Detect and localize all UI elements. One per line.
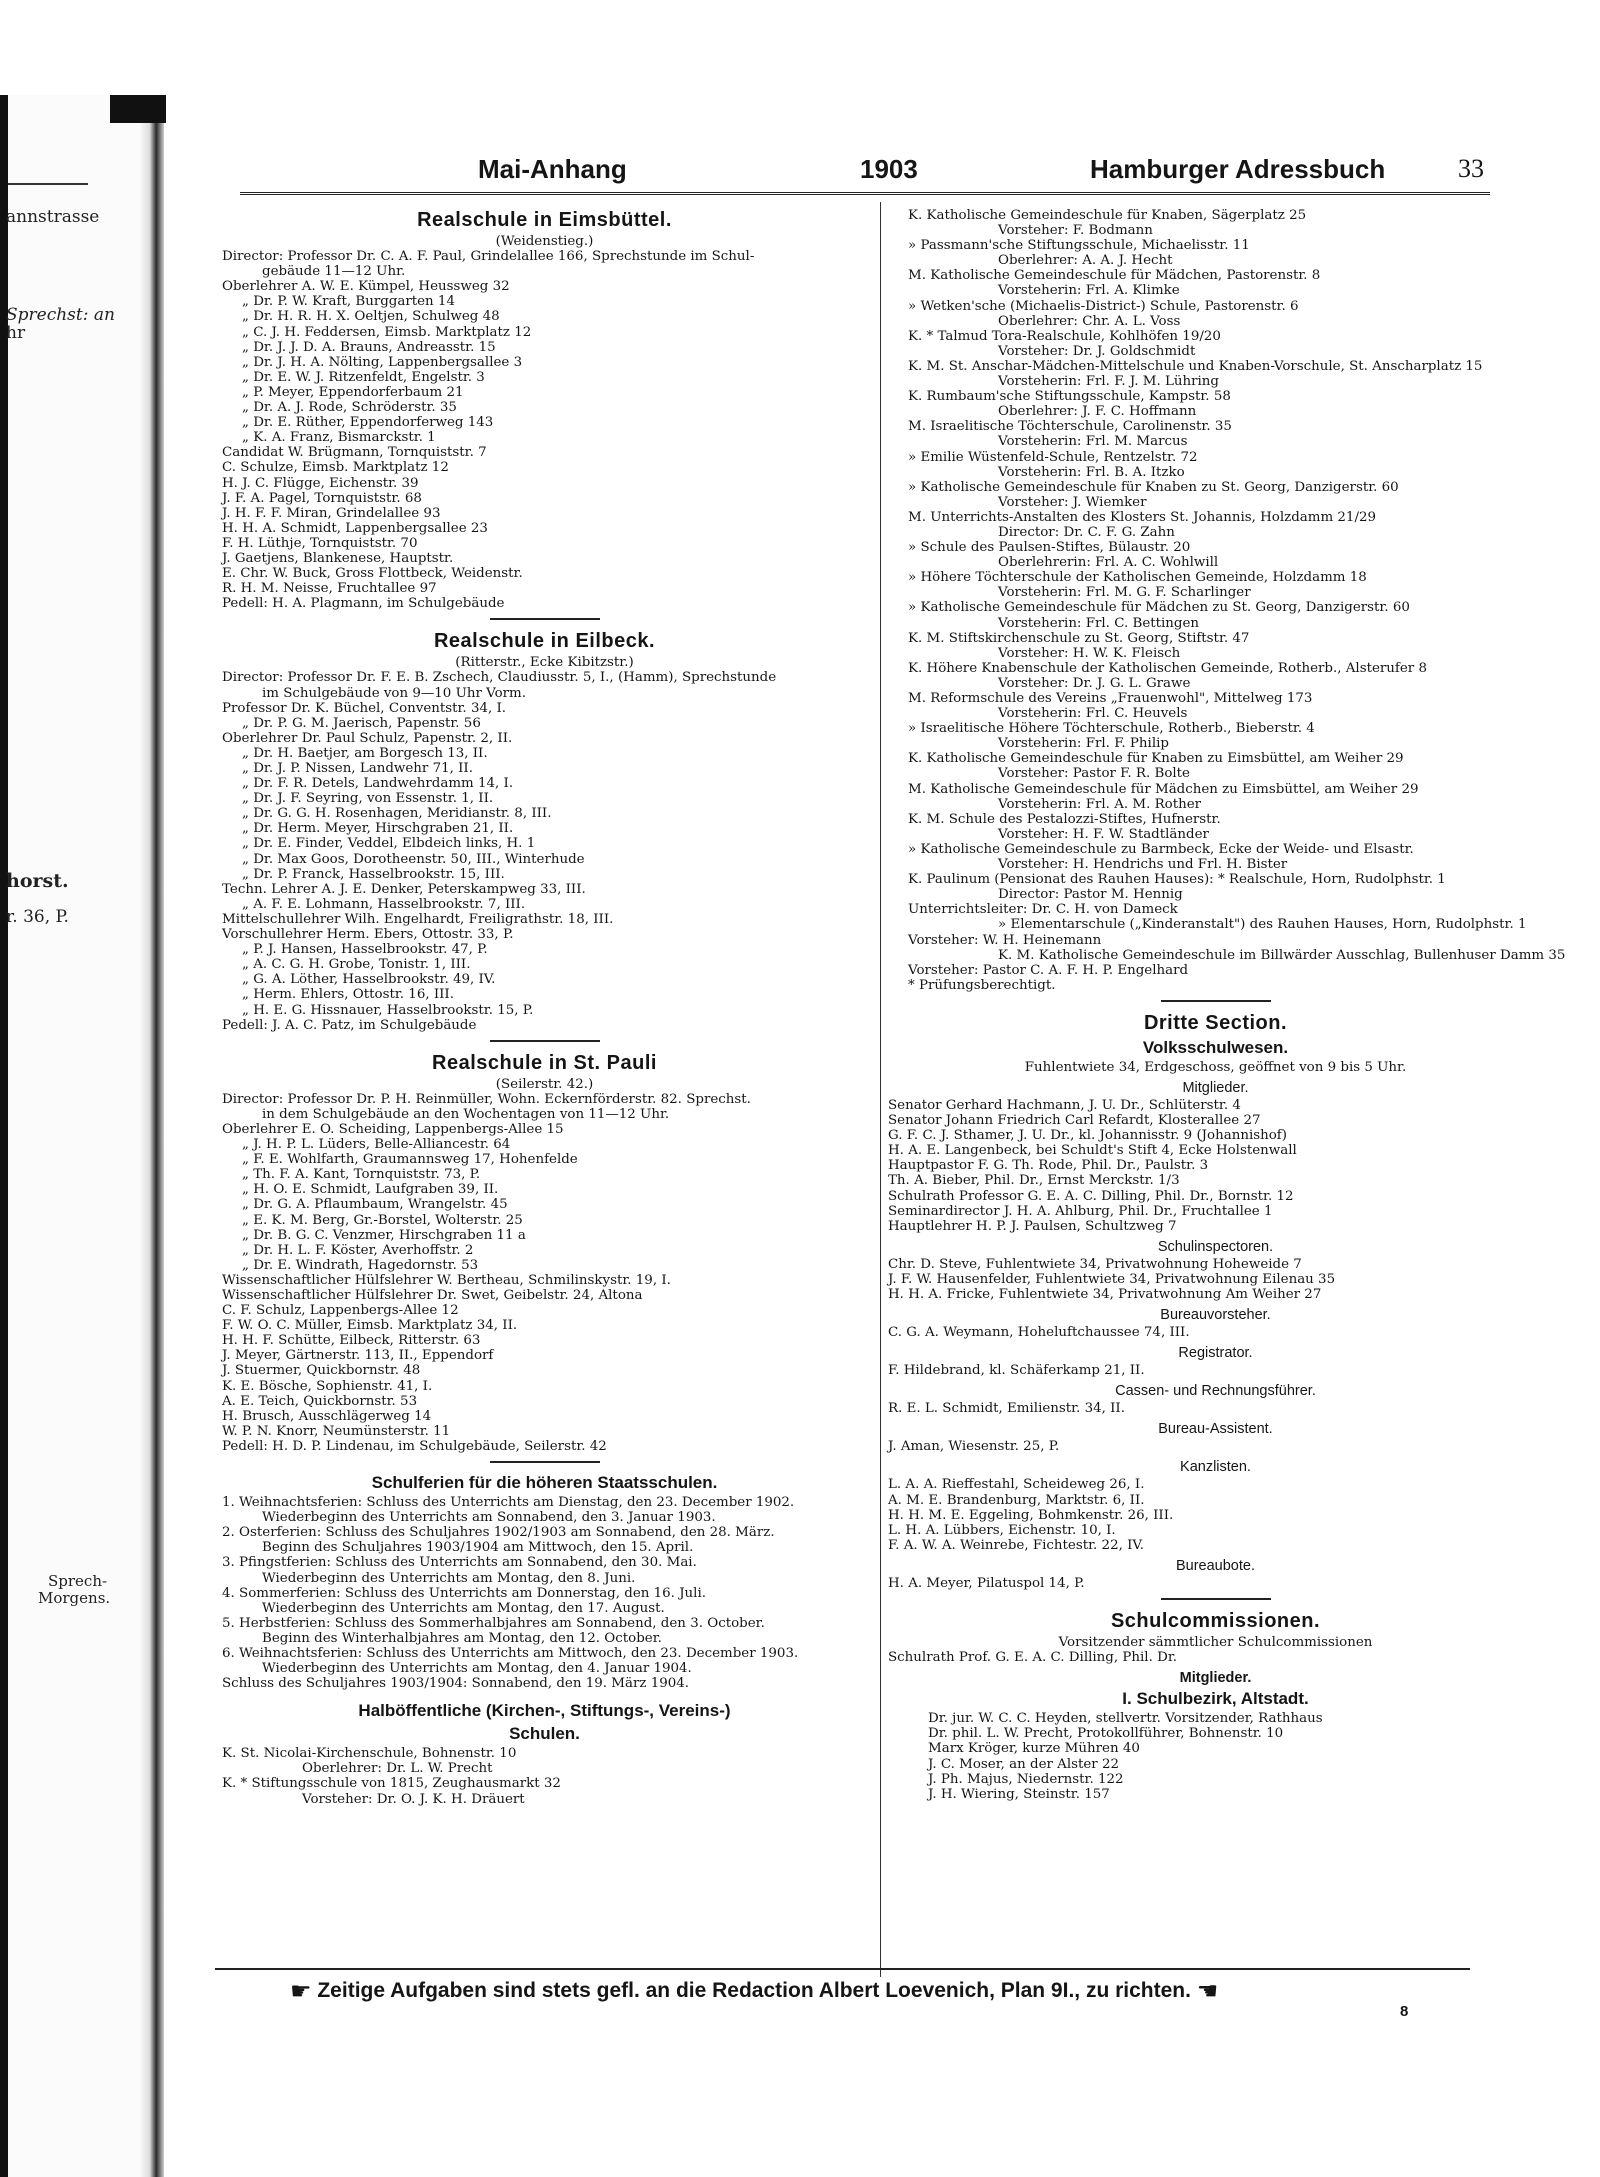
staff-entry: H. H. A. Schmidt, Lappenbergsallee 23 (222, 520, 488, 536)
staff-entry: Oberlehrer E. O. Scheiding, Lappenbergs-Allee 15 (222, 1121, 564, 1137)
footnote: * Prüfungsberechtigt. (908, 977, 1056, 993)
subsection-heading: Mitglieder. (1182, 1079, 1249, 1096)
staff-entry: „ Herm. Ehlers, Ottostr. 16, III. (242, 987, 454, 1003)
director-line: gebäude 11—12 Uhr. (262, 264, 406, 280)
staff-entry: „ A. F. E. Lohmann, Hasselbrookstr. 7, III. (242, 896, 526, 912)
holiday-line: 5. Herbstferien: Schluss des Sommerhalbjahres am Sonnabend, den 3. October. (222, 1615, 765, 1631)
holiday-line: Schluss des Schuljahres 1903/1904: Sonnabend, den 19. März 1904. (222, 1676, 690, 1692)
staff-entry: „ Dr. P. G. M. Jaerisch, Papenstr. 56 (242, 715, 481, 731)
staff-entry: J. H. F. F. Miran, Grindelallee 93 (222, 505, 441, 521)
staff-entry: Mittelschullehrer Wilh. Engelhardt, Freiligrathstr. 18, III. (222, 911, 614, 927)
clerk-entry: H. H. M. E. Eggeling, Bohmkenstr. 26, III. (888, 1507, 1174, 1523)
staff-entry: Vorschullehrer Herm. Ebers, Ottostr. 33, P. (222, 927, 514, 943)
staff-entry: „ Dr. J. H. A. Nölting, Lappenbergsallee 3 (242, 354, 523, 370)
staff-entry: „ C. J. H. Feddersen, Eimsb. Marktplatz 12 (242, 324, 532, 340)
staff-entry: „ Dr. H. Baetjer, am Borgesch 13, II. (242, 745, 488, 761)
staff-entry: „ P. J. Hansen, Hasselbrookstr. 47, P. (242, 942, 488, 958)
pedell-line: Pedell: H. D. P. Lindenau, im Schulgebäude, Seilerstr. 42 (222, 1438, 607, 1454)
staff-entry: „ Th. F. A. Kant, Tornquiststr. 73, P. (242, 1167, 481, 1183)
private-school-list (888, 208, 1566, 978)
school-entry: K. M. Schule des Pestalozzi-Stiftes, Hufnerstr. (908, 811, 1221, 827)
entry-line: J. Aman, Wiesenstr. 25, P. (888, 1439, 1060, 1455)
office-address: Fuhlentwiete 34, Erdgeschoss, geöffnet von 9 bis 5 Uhr. (1024, 1059, 1407, 1075)
staff-entry: „ Dr. J. J. D. A. Brauns, Andreasstr. 15 (242, 339, 496, 355)
inspector-entry: J. F. W. Hausenfelder, Fuhlentwiete 34, Privatwohnung Eilenau 35 (888, 1271, 1336, 1287)
clerk-entry: A. M. E. Brandenburg, Marktstr. 6, II. (888, 1492, 1145, 1508)
chair-line: Vorsitzender sämmtlicher Schulcommissionen (1058, 1635, 1373, 1651)
school-head: Vorsteherin: Frl. A. M. Rother (998, 796, 1202, 812)
director-line: im Schulgebäude von 9—10 Uhr Vorm. (262, 685, 527, 701)
school-entry: M. Katholische Gemeindeschule für Mädchen zu Eimsbüttel, am Weiher 29 (908, 781, 1419, 797)
school-head: Vorsteherin: Frl. C. Heuvels (998, 706, 1188, 722)
staff-entry: J. Meyer, Gärtnerstr. 113, II., Eppendorf (222, 1348, 494, 1364)
section-title: Schulcommissionen. (1110, 1610, 1321, 1633)
prev-text: r. 36, P. (6, 907, 69, 927)
school-head: Oberlehrerin: Frl. A. C. Wohlwill (998, 555, 1219, 571)
school-head: Vorsteher: Dr. J. Goldschmidt (998, 343, 1196, 359)
school-head: Vorsteherin: Frl. A. Klimke (998, 283, 1180, 299)
holiday-line: 6. Weihnachtsferien: Schluss des Unterrichts am Mittwoch, den 23. December 1903. (222, 1645, 799, 1661)
page-number: 33 (1458, 154, 1484, 183)
staff-entry: Wissenschaftlicher Hülfslehrer W. Bertheau, Schmilinskystr. 19, I. (222, 1272, 671, 1288)
column-divider (880, 202, 881, 1977)
school-head: Vorsteher: F. Bodmann (998, 223, 1153, 239)
staff-entry: Wissenschaftlicher Hülfslehrer Dr. Swet, Geibelstr. 24, Altona (222, 1288, 643, 1303)
member-entry: H. A. E. Langenbeck, bei Schuldt's Stift 4, Ecke Holstenwall (888, 1143, 1297, 1159)
school-entry: » Passmann'sche Stiftungsschule, Michaelisstr. 11 (908, 238, 1250, 254)
school-head: Vorsteher: H. F. W. Stadtländer (998, 826, 1209, 842)
staff-entry: „ Dr. F. R. Detels, Landwehrdamm 14, I. (242, 776, 514, 792)
staff-entry: „ E. K. M. Berg, Gr.-Borstel, Wolterstr. 25 (242, 1212, 523, 1228)
holiday-list (222, 1495, 867, 1691)
staff-entry: C. F. Schulz, Lappenbergs-Allee 12 (222, 1303, 459, 1319)
staff-entry: F. W. O. C. Müller, Eimsb. Marktplatz 34, II. (222, 1318, 518, 1334)
staff-entry: „ Dr. Max Goos, Dorotheenstr. 50, III., Winterhude (242, 851, 585, 867)
staff-list (222, 701, 867, 1018)
commission-member-list (888, 1711, 1543, 1802)
staff-entry: „ Dr. E. Rüther, Eppendorferweg 143 (242, 415, 494, 431)
school-head: Vorsteher: Dr. J. G. L. Grawe (998, 675, 1191, 691)
school-head: Director: Dr. C. F. G. Zahn (998, 524, 1175, 540)
separator-rule (1161, 1000, 1271, 1002)
holiday-line: 3. Pfingstferien: Schluss des Unterrichts am Sonnabend, den 30. Mai. (222, 1555, 697, 1571)
clerk-list (888, 1477, 1543, 1552)
prev-rule (8, 183, 88, 185)
school-head: Oberlehrer: J. F. C. Hoffmann (998, 404, 1197, 420)
school-head: Vorsteher: Pastor F. R. Bolte (998, 766, 1190, 782)
district-title: I. Schulbezirk, Altstadt. (1122, 1689, 1309, 1709)
separator-rule (1161, 1598, 1271, 1600)
staff-entry: H. Brusch, Ausschlägerweg 14 (222, 1408, 432, 1424)
school-address: (Seilerstr. 42.) (495, 1076, 594, 1092)
staff-entry: „ Dr. H. R. H. X. Oeltjen, Schulweg 48 (242, 309, 500, 325)
holiday-line: Wiederbeginn des Unterrichts am Montag, den 8. Juni. (262, 1570, 636, 1586)
school-entry: K. St. Nicolai-Kirchenschule, Bohnenstr. 10 (222, 1746, 517, 1762)
staff-entry: Techn. Lehrer A. J. E. Denker, Peterskampweg 33, III. (222, 881, 586, 897)
subsection-heading: Mitglieder. (1179, 1670, 1252, 1687)
school-head: Oberlehrer: Dr. L. W. Precht (302, 1761, 493, 1777)
school-entry: Unterrichtsleiter: Dr. C. H. von Dameck (908, 902, 1178, 918)
separator-rule (490, 1461, 600, 1463)
school-head: Vorsteherin: Frl. C. Bettingen (998, 615, 1200, 631)
school-entry: K. M. Stiftskirchenschule zu St. Georg, Stiftstr. 47 (908, 630, 1250, 646)
staff-entry: R. H. M. Neisse, Fruchtallee 97 (222, 581, 437, 597)
staff-list (222, 279, 867, 596)
section-title: Realschule in Eimsbüttel. (417, 209, 672, 231)
holiday-line: Beginn des Schuljahres 1903/1904 am Mittwoch, den 15. April. (262, 1540, 694, 1556)
staff-entry: C. Schulze, Eimsb. Marktplatz 12 (222, 460, 449, 476)
school-entry: » Wetken'sche (Michaelis-District-) Schule, Pastorenstr. 6 (908, 298, 1299, 314)
prev-text: Sprech- (48, 1572, 108, 1590)
school-entry: » Schule des Paulsen-Stiftes, Bülaustr. 20 (908, 540, 1191, 556)
school-head: Vorsteherin: Frl. B. A. Itzko (998, 464, 1185, 480)
staff-entry: „ Dr. Herm. Meyer, Hirschgraben 21, II. (242, 821, 514, 837)
staff-entry: Candidat W. Brügmann, Tornquiststr. 7 (222, 445, 487, 461)
entry-line: H. A. Meyer, Pilatuspol 14, P. (888, 1575, 1085, 1591)
director-line: Director: Professor Dr. F. E. B. Zschech, Claudiusstr. 5, I., (Hamm), Sprechstunde (222, 670, 777, 686)
school-head: Vorsteher: J. Wiemker (998, 494, 1147, 510)
commission-member: Dr. jur. W. C. C. Heyden, stellvertr. Vorsitzender, Rathhaus (928, 1711, 1323, 1727)
separator-rule (490, 1040, 600, 1042)
commission-member: Dr. phil. L. W. Precht, Protokollführer, Bohnenstr. 10 (928, 1726, 1284, 1742)
school-head: Vorsteher: Dr. O. J. K. H. Dräuert (302, 1791, 525, 1807)
separator-rule (490, 618, 600, 620)
subsection-heading: Schulinspectoren. (1157, 1238, 1274, 1255)
staff-entry: „ H. O. E. Schmidt, Laufgraben 39, II. (242, 1182, 499, 1198)
staff-entry: H. H. F. Schütte, Eilbeck, Ritterstr. 63 (222, 1333, 481, 1349)
school-entry: Vorsteher: Pastor C. A. F. H. P. Engelhard (908, 962, 1189, 978)
school-entry: K. * Talmud Tora-Realschule, Kohlhöfen 19/20 (908, 328, 1221, 344)
school-entry: » Höhere Töchterschule der Katholischen Gemeinde, Holzdamm 18 (908, 570, 1367, 586)
staff-entry: „ P. Meyer, Eppendorferbaum 21 (242, 384, 464, 400)
school-head: » Elementarschule („Kinderanstalt") des Rauhen Hauses, Horn, Rudolphstr. 1 (998, 917, 1527, 933)
school-head: Vorsteherin: Frl. M. Marcus (998, 434, 1188, 450)
school-head: Oberlehrer: Chr. A. L. Voss (998, 313, 1181, 329)
section-title: Realschule in St. Pauli (432, 1051, 657, 1074)
holiday-line: 4. Sommerferien: Schluss des Unterrichts am Donnerstag, den 16. Juli. (222, 1585, 707, 1601)
section-title: Halböffentliche (Kirchen-, Stiftungs-, Vereins-) (358, 1701, 731, 1721)
pointing-hand-icon: ☛ (290, 1978, 312, 2005)
school-head: Vorsteher: H. Hendrichs und Frl. H. Bister (998, 857, 1288, 873)
holiday-line: 1. Weihnachtsferien: Schluss des Unterrichts am Dienstag, den 23. December 1902. (222, 1495, 795, 1511)
clerk-entry: F. A. W. A. Weinrebe, Fichtestr. 22, IV. (888, 1537, 1144, 1553)
staff-entry: Oberlehrer Dr. Paul Schulz, Papenstr. 2, II. (222, 730, 513, 746)
staff-entry: „ Dr. J. F. Seyring, von Essenstr. 1, II. (242, 791, 494, 807)
header-title: Hamburger Adressbuch (1090, 154, 1386, 184)
holiday-line: Wiederbeginn des Unterrichts am Montag, den 17. August. (262, 1600, 665, 1616)
prev-text: hr (6, 323, 26, 343)
school-entry: K. Paulinum (Pensionat des Rauhen Hauses): * Realschule, Horn, Rudolphstr. 1 (908, 872, 1446, 888)
staff-entry: „ J. H. P. L. Lüders, Belle-Alliancestr. 64 (242, 1137, 511, 1153)
section-title: Dritte Section. (1143, 1011, 1288, 1034)
staff-entry: „ Dr. E. Finder, Veddel, Elbdeich links, H. 1 (242, 836, 536, 852)
school-entry: K. Rumbaum'sche Stiftungsschule, Kampstr. 58 (908, 389, 1231, 405)
entry-line: F. Hildebrand, kl. Schäferkamp 21, II. (888, 1363, 1145, 1379)
section-title: Schulen. (509, 1724, 580, 1744)
staff-entry: „ Dr. E. W. J. Ritzenfeldt, Engelstr. 3 (242, 369, 485, 385)
holiday-line: 2. Osterferien: Schluss des Schuljahres 1902/1903 am Sonnabend, den 28. März. (222, 1525, 775, 1541)
staff-entry: W. P. N. Knorr, Neumünsterstr. 11 (222, 1423, 451, 1439)
school-entry: M. Israelitische Töchterschule, Carolinenstr. 35 (908, 419, 1232, 435)
subsection-heading: Bureauvorsteher. (1160, 1307, 1271, 1324)
member-entry: Seminardirector J. H. A. Ahlburg, Phil. Dr., Fruchtallee 1 (888, 1203, 1273, 1219)
school-entry: K. Höhere Knabenschule der Katholischen Gemeinde, Rotherb., Alsterufer 8 (908, 660, 1427, 676)
book-edge (0, 95, 8, 2177)
school-entry: » Emilie Wüstenfeld-Schule, Rentzelstr. 72 (908, 449, 1198, 465)
school-entry: Vorsteher: W. H. Heinemann (908, 932, 1102, 948)
school-entry: » Katholische Gemeindeschule für Knaben zu St. Georg, Danzigerstr. 60 (908, 479, 1399, 495)
staff-entry: „ G. A. Löther, Hasselbrookstr. 49, IV. (242, 972, 496, 988)
staff-entry: F. H. Lüthje, Tornquiststr. 70 (222, 535, 418, 551)
inspector-list (888, 1257, 1543, 1302)
subsection-heading: Cassen- und Rechnungsführer. (1115, 1383, 1316, 1400)
pedell-line: Pedell: H. A. Plagmann, im Schulgebäude (222, 596, 505, 612)
commission-member: J. H. Wiering, Steinstr. 157 (928, 1786, 1110, 1802)
staff-list (222, 1122, 867, 1439)
staff-entry: „ Dr. J. P. Nissen, Landwehr 71, II. (242, 761, 473, 776)
school-head: Vorsteherin: Frl. F. J. M. Lühring (998, 374, 1219, 390)
director-line: in dem Schulgebäude an den Wochentagen von 11—12 Uhr. (262, 1106, 670, 1122)
subsection-heading: Kanzlisten. (1180, 1459, 1251, 1476)
staff-entry: „ Dr. E. Windrath, Hagedornstr. 53 (242, 1257, 479, 1273)
section-title: Realschule in Eilbeck. (433, 630, 656, 653)
subsection-heading: Registrator. (1178, 1345, 1253, 1362)
section-title: Schulferien für die höheren Staatsschulen. (371, 1473, 718, 1493)
director-line: Director: Professor Dr. C. A. F. Paul, Grindelallee 166, Sprechstunde im Schul- (222, 249, 755, 265)
commission-member: J. C. Moser, an der Alster 22 (928, 1756, 1119, 1772)
school-entry: K. M. St. Anschar-Mädchen-Mittelschule und Knaben-Vorschule, St. Anscharplatz 15 (908, 358, 1483, 374)
prev-text: Sprechst: an (6, 305, 115, 325)
left-column (222, 208, 867, 1807)
inspector-entry: H. H. A. Fricke, Fuhlentwiete 34, Privatwohnung Am Weiher 27 (888, 1287, 1322, 1302)
school-head: Vorsteherin: Frl. M. G. F. Scharlinger (998, 585, 1251, 601)
school-head: Vorsteherin: Frl. F. Philip (998, 736, 1169, 752)
member-entry: G. F. C. J. Sthamer, J. U. Dr., kl. Johannisstr. 9 (Johannishof) (888, 1128, 1287, 1144)
header-year: 1903 (860, 154, 918, 184)
school-entry: K. Katholische Gemeindeschule für Knaben zu Eimsbüttel, am Weiher 29 (908, 751, 1404, 767)
staff-entry: „ A. C. G. H. Grobe, Tonistr. 1, III. (242, 957, 471, 973)
holiday-line: Beginn des Winterhalbjahres am Montag, den 12. October. (262, 1630, 662, 1646)
staff-entry: „ Dr. G. A. Pflaumbaum, Wrangelstr. 45 (242, 1197, 508, 1213)
prev-text: annstrasse (6, 207, 100, 227)
staff-entry: Oberlehrer A. W. E. Kümpel, Heussweg 32 (222, 279, 510, 295)
member-entry: Hauptpastor F. G. Th. Rode, Phil. Dr., Paulstr. 3 (888, 1158, 1209, 1174)
staff-entry: J. Stuermer, Quickbornstr. 48 (222, 1363, 421, 1379)
inspector-entry: Chr. D. Steve, Fuhlentwiete 34, Privatwohnung Hoheweide 7 (888, 1256, 1302, 1272)
school-entry: M. Reformschule des Vereins „Frauenwohl", Mittelweg 173 (908, 691, 1313, 706)
member-entry: Hauptlehrer H. P. J. Paulsen, Schultzweg 7 (888, 1218, 1177, 1234)
director-line: Director: Professor Dr. P. H. Reinmüller, Wohn. Eckernförderstr. 82. Sprechst. (222, 1091, 751, 1107)
holiday-line: Wiederbeginn des Unterrichts am Montag, den 4. Januar 1904. (262, 1661, 692, 1677)
running-header (200, 150, 1490, 192)
staff-entry: „ Dr. H. L. F. Köster, Averhoffstr. 2 (242, 1242, 474, 1258)
prev-text: horst. (6, 870, 69, 892)
staff-entry: K. E. Bösche, Sophienstr. 41, I. (222, 1378, 433, 1394)
staff-entry: J. F. A. Pagel, Tornquiststr. 68 (222, 490, 422, 506)
staff-entry: „ Dr. G. G. H. Rosenhagen, Meridianstr. 8, III. (242, 806, 552, 822)
commission-member: Marx Kröger, kurze Mühren 40 (928, 1741, 1140, 1757)
footer-text: Zeitige Aufgaben sind stets gefl. an die Redaction Albert Loevenich, Plan 9I., zu richten. (317, 1979, 1191, 2002)
holiday-line: Wiederbeginn des Unterrichts am Sonnabend, den 3. Januar 1903. (262, 1510, 716, 1526)
staff-entry: „ K. A. Franz, Bismarckstr. 1 (242, 430, 436, 446)
prev-text: Morgens. (38, 1589, 111, 1607)
sheet-number: 8 (1400, 2003, 1409, 2020)
member-entry: Senator Gerhard Hachmann, J. U. Dr., Schlüterstr. 4 (888, 1097, 1241, 1113)
school-entry: » Israelitische Höhere Töchterschule, Rotherb., Bieberstr. 4 (908, 721, 1315, 737)
staff-entry: Professor Dr. K. Büchel, Conventstr. 34, I. (222, 700, 507, 716)
subsection-heading: Bureau-Assistent. (1158, 1421, 1273, 1438)
staff-entry: E. Chr. W. Buck, Gross Flottbeck, Weidenstr. (222, 566, 523, 582)
school-entry: » Katholische Gemeindeschule für Mädchen zu St. Georg, Danzigerstr. 60 (908, 600, 1410, 616)
staff-entry: „ Dr. A. J. Rode, Schröderstr. 35 (242, 400, 457, 416)
subsection-heading: Bureaubote. (1175, 1557, 1255, 1574)
staff-entry: „ Dr. P. W. Kraft, Burggarten 14 (242, 294, 455, 310)
member-entry: Schulrath Professor G. E. A. C. Dilling, Phil. Dr., Bornstr. 12 (888, 1188, 1294, 1204)
header-rule (240, 192, 1490, 195)
footer-rule (215, 1968, 1470, 1970)
school-address: (Weidenstieg.) (495, 234, 594, 249)
school-address: (Ritterstr., Ecke Kibitzstr.) (455, 655, 634, 671)
school-entry: » Katholische Gemeindeschule zu Barmbeck, Ecke der Weide- und Elsastr. (908, 841, 1414, 857)
section-subtitle: Volksschulwesen. (1142, 1037, 1289, 1057)
staff-entry: „ Dr. P. Franck, Hasselbrookstr. 15, III. (242, 866, 505, 882)
right-column (888, 208, 1566, 1802)
clerk-entry: L. A. A. Rieffestahl, Scheideweg 26, I. (888, 1477, 1145, 1493)
clerk-entry: L. H. A. Lübbers, Eichenstr. 10, I. (888, 1522, 1116, 1538)
previous-page-fragment (8, 95, 150, 2177)
staff-entry: „ Dr. B. G. C. Venzmer, Hirschgraben 11 a (242, 1227, 526, 1243)
school-entry: M. Katholische Gemeindeschule für Mädchen, Pastorenstr. 8 (908, 268, 1321, 284)
commission-member: J. Ph. Majus, Niedernstr. 122 (928, 1771, 1124, 1787)
member-list (888, 1098, 1543, 1234)
pointing-hand-icon: ☚ (1196, 1978, 1219, 2005)
school-head: K. M. Katholische Gemeindeschule im Billwärder Ausschlag, Bullenhuser Damm 35 (998, 947, 1566, 963)
school-head: Director: Pastor M. Hennig (998, 887, 1183, 903)
chair-name: Schulrath Prof. G. E. A. C. Dilling, Phil. Dr. (888, 1650, 1178, 1666)
footer-notice (290, 1977, 1218, 2006)
school-head: Vorsteher: H. W. K. Fleisch (998, 645, 1181, 661)
staff-entry: „ F. E. Wohlfarth, Graumannsweg 17, Hohenfelde (242, 1152, 578, 1168)
school-entry: K. Katholische Gemeindeschule für Knaben, Sägerplatz 25 (908, 208, 1307, 223)
member-entry: Th. A. Bieber, Phil. Dr., Ernst Merckstr. 1/3 (888, 1173, 1180, 1189)
staff-entry: „ H. E. G. Hissnauer, Hasselbrookstr. 15, P. (242, 1002, 534, 1018)
school-entry: K. * Stiftungsschule von 1815, Zeughausmarkt 32 (222, 1776, 561, 1792)
pedell-line: Pedell: J. A. C. Patz, im Schulgebäude (222, 1017, 477, 1033)
school-entry: M. Unterrichts-Anstalten des Klosters St. Johannis, Holzdamm 21/29 (908, 509, 1376, 525)
staff-entry: A. E. Teich, Quickbornstr. 53 (222, 1393, 418, 1409)
binding-strip (110, 95, 166, 123)
member-entry: Senator Johann Friedrich Carl Refardt, Klosterallee 27 (888, 1113, 1261, 1129)
school-head: Oberlehrer: A. A. J. Hecht (998, 253, 1173, 269)
entry-line: R. E. L. Schmidt, Emilienstr. 34, II. (888, 1401, 1125, 1417)
staff-entry: H. J. C. Flügge, Eichenstr. 39 (222, 475, 419, 491)
header-section: Mai-Anhang (478, 154, 627, 184)
entry-line: C. G. A. Weymann, Hoheluftchaussee 74, III. (888, 1325, 1190, 1341)
book-gutter (138, 95, 164, 2177)
staff-entry: J. Gaetjens, Blankenese, Hauptstr. (222, 550, 454, 566)
